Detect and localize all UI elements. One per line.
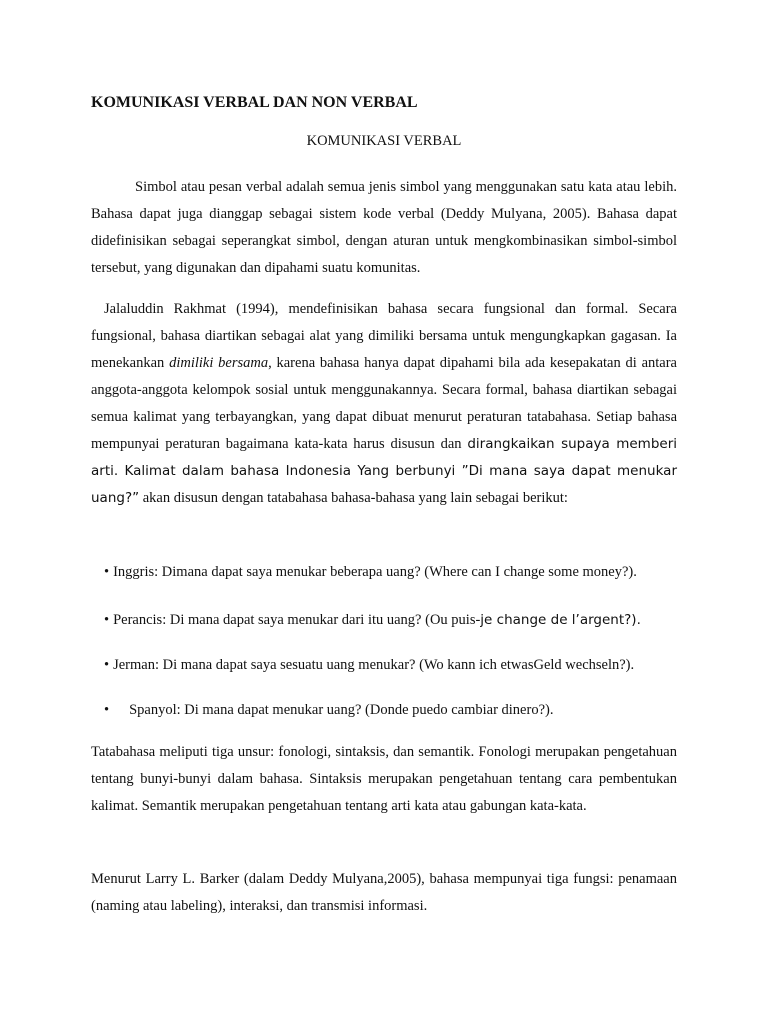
list-item-text: Inggris: Dimana dapat saya menukar beberapa uang? (Where can I change some money?).	[113, 564, 637, 580]
emphasis-text: dimiliki bersama	[169, 355, 269, 371]
bullet-marker: •	[104, 657, 110, 673]
section-heading: KOMUNIKASI VERBAL	[306, 133, 462, 149]
list-item	[104, 700, 553, 720]
list-item	[104, 655, 634, 675]
list-item-text: Spanyol: Di mana dapat menukar uang? (Donde puedo cambiar dinero?).	[129, 702, 554, 718]
paragraph-text: dirangkaikan supaya memberi arti. Kalimat dalam bahasa Indonesia Yang berbunyi ”Di mana saya dapat menukar uang?”	[91, 436, 677, 506]
list-item-text: Jerman: Di mana dapat saya sesuatu uang menukar? (Wo kann ich etwasGeld wechseln?).	[113, 657, 635, 673]
paragraph-text: Jalaluddin Rakhmat (1994), mendefinisikan bahasa secara fungsional dan formal. Secara fungsional, bahasa diartikan sebagai alat yang dimiliki bersama untuk mengungkapkan gagasan. Ia menekankan	[91, 301, 677, 371]
list-item	[104, 610, 641, 630]
bullet-marker: •	[104, 612, 110, 628]
list-item	[104, 562, 637, 582]
bullet-marker: •	[104, 702, 110, 718]
paragraph-language-definition	[91, 296, 677, 512]
paragraph-text: akan disusun dengan tatabahasa bahasa-bahasa yang lain sebagai berikut:	[139, 490, 568, 506]
paragraph-text: , karena bahasa hanya dapat dipahami bila ada kesepakatan di antara anggota-anggota kelompok sosial untuk menggunakannya. Secara formal, bahasa diartikan sebagai semua kalimat yang terbayangkan, yang dapat dibuat menurut peraturan tatabahasa. Setiap bahasa mempunyai peraturan bagaimana kata-kata harus disusun dan	[91, 355, 677, 452]
paragraph-symbol-definition: Simbol atau pesan verbal adalah semua jenis simbol yang menggunakan satu kata atau lebih. Bahasa dapat juga dianggap sebagai sistem kode verbal (Deddy Mulyana, 2005). Bahasa dapat didefinisikan sebagai seperangkat simbol, dengan aturan untuk mengkombinasikan simbol-simbol tersebut, yang digunakan dan dipahami suatu komunitas.	[91, 179, 677, 276]
list-item-text: Perancis: Di mana dapat saya menukar dari itu uang? (Ou puis-	[113, 612, 481, 628]
document-title: KOMUNIKASI VERBAL DAN NON VERBAL	[91, 94, 418, 111]
bullet-marker: •	[104, 564, 110, 580]
paragraph-language-functions: Menurut Larry L. Barker (dalam Deddy Mulyana,2005), bahasa mempunyai tiga fungsi: penamaan (naming atau labeling), interaksi, dan transmisi informasi.	[91, 871, 677, 914]
list-item-text: je change de l’argent?).	[480, 612, 641, 628]
paragraph-grammar: Tatabahasa meliputi tiga unsur: fonologi, sintaksis, dan semantik. Fonologi merupakan pengetahuan tentang bunyi-bunyi dalam bahasa. Sintaksis merupakan pengetahuan tentang cara pembentukan kalimat. Semantik merupakan pengetahuan tentang arti kata atau gabungan kata-kata.	[91, 744, 677, 814]
